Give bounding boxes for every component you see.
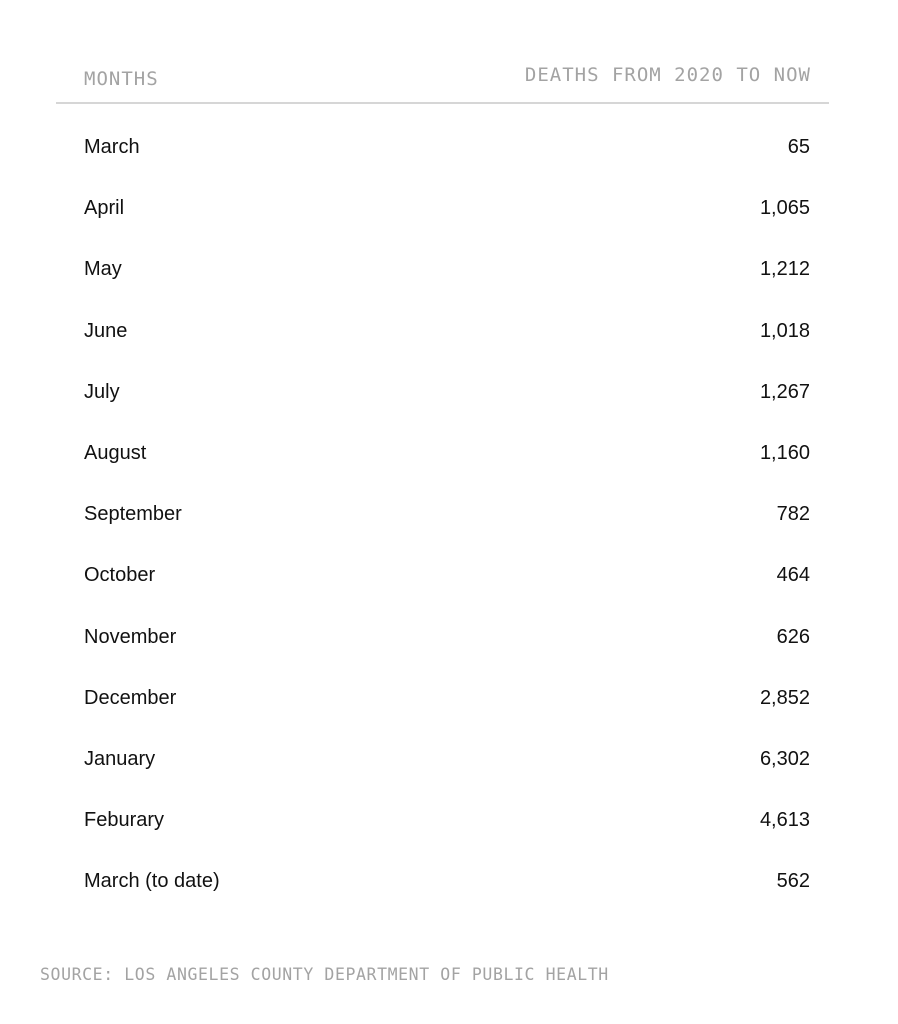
deaths-value: 1,018 <box>759 319 810 342</box>
table-row <box>84 301 810 362</box>
table-row <box>84 362 810 423</box>
table-body <box>84 117 810 912</box>
month-label: March (to date) <box>84 870 220 893</box>
month-label: March <box>84 136 140 158</box>
deaths-value: 1,212 <box>759 258 810 281</box>
table-row <box>84 239 810 300</box>
deaths-value: 562 <box>776 870 810 893</box>
deaths-value: 1,065 <box>759 197 810 220</box>
month-label: September <box>84 503 182 526</box>
table-row <box>84 607 810 668</box>
table-header <box>56 56 829 104</box>
month-label: July <box>84 380 120 403</box>
deaths-value: 1,160 <box>759 441 810 464</box>
column-header-months: MONTHS <box>84 68 159 90</box>
table-row <box>84 851 810 912</box>
table-row <box>84 790 810 851</box>
month-label: June <box>84 319 128 342</box>
table-row <box>84 668 810 729</box>
month-label: November <box>84 625 177 648</box>
month-label: January <box>84 747 156 770</box>
month-label: December <box>84 686 177 709</box>
month-label: May <box>84 258 122 281</box>
table-row <box>84 729 810 790</box>
deaths-value: 2,852 <box>759 686 810 709</box>
table-row <box>84 545 810 606</box>
deaths-value: 6,302 <box>759 747 810 770</box>
table-row <box>84 484 810 545</box>
month-label: April <box>84 197 125 220</box>
column-header-deaths: DEATHS FROM 2020 TO NOW <box>524 64 811 86</box>
source-note: SOURCE: LOS ANGELES COUNTY DEPARTMENT OF PUBLIC HEALTH <box>40 965 609 984</box>
table-row <box>84 423 810 484</box>
month-label: Feburary <box>84 809 165 832</box>
table-row <box>84 117 810 178</box>
deaths-value: 626 <box>776 625 810 648</box>
month-label: October <box>84 564 156 587</box>
deaths-value: 782 <box>776 503 810 526</box>
deaths-value: 4,613 <box>759 809 810 832</box>
deaths-value: 1,267 <box>759 380 810 403</box>
deaths-value: 65 <box>787 136 810 158</box>
month-label: August <box>84 441 147 464</box>
table-row <box>84 178 810 239</box>
deaths-value: 464 <box>776 564 810 587</box>
